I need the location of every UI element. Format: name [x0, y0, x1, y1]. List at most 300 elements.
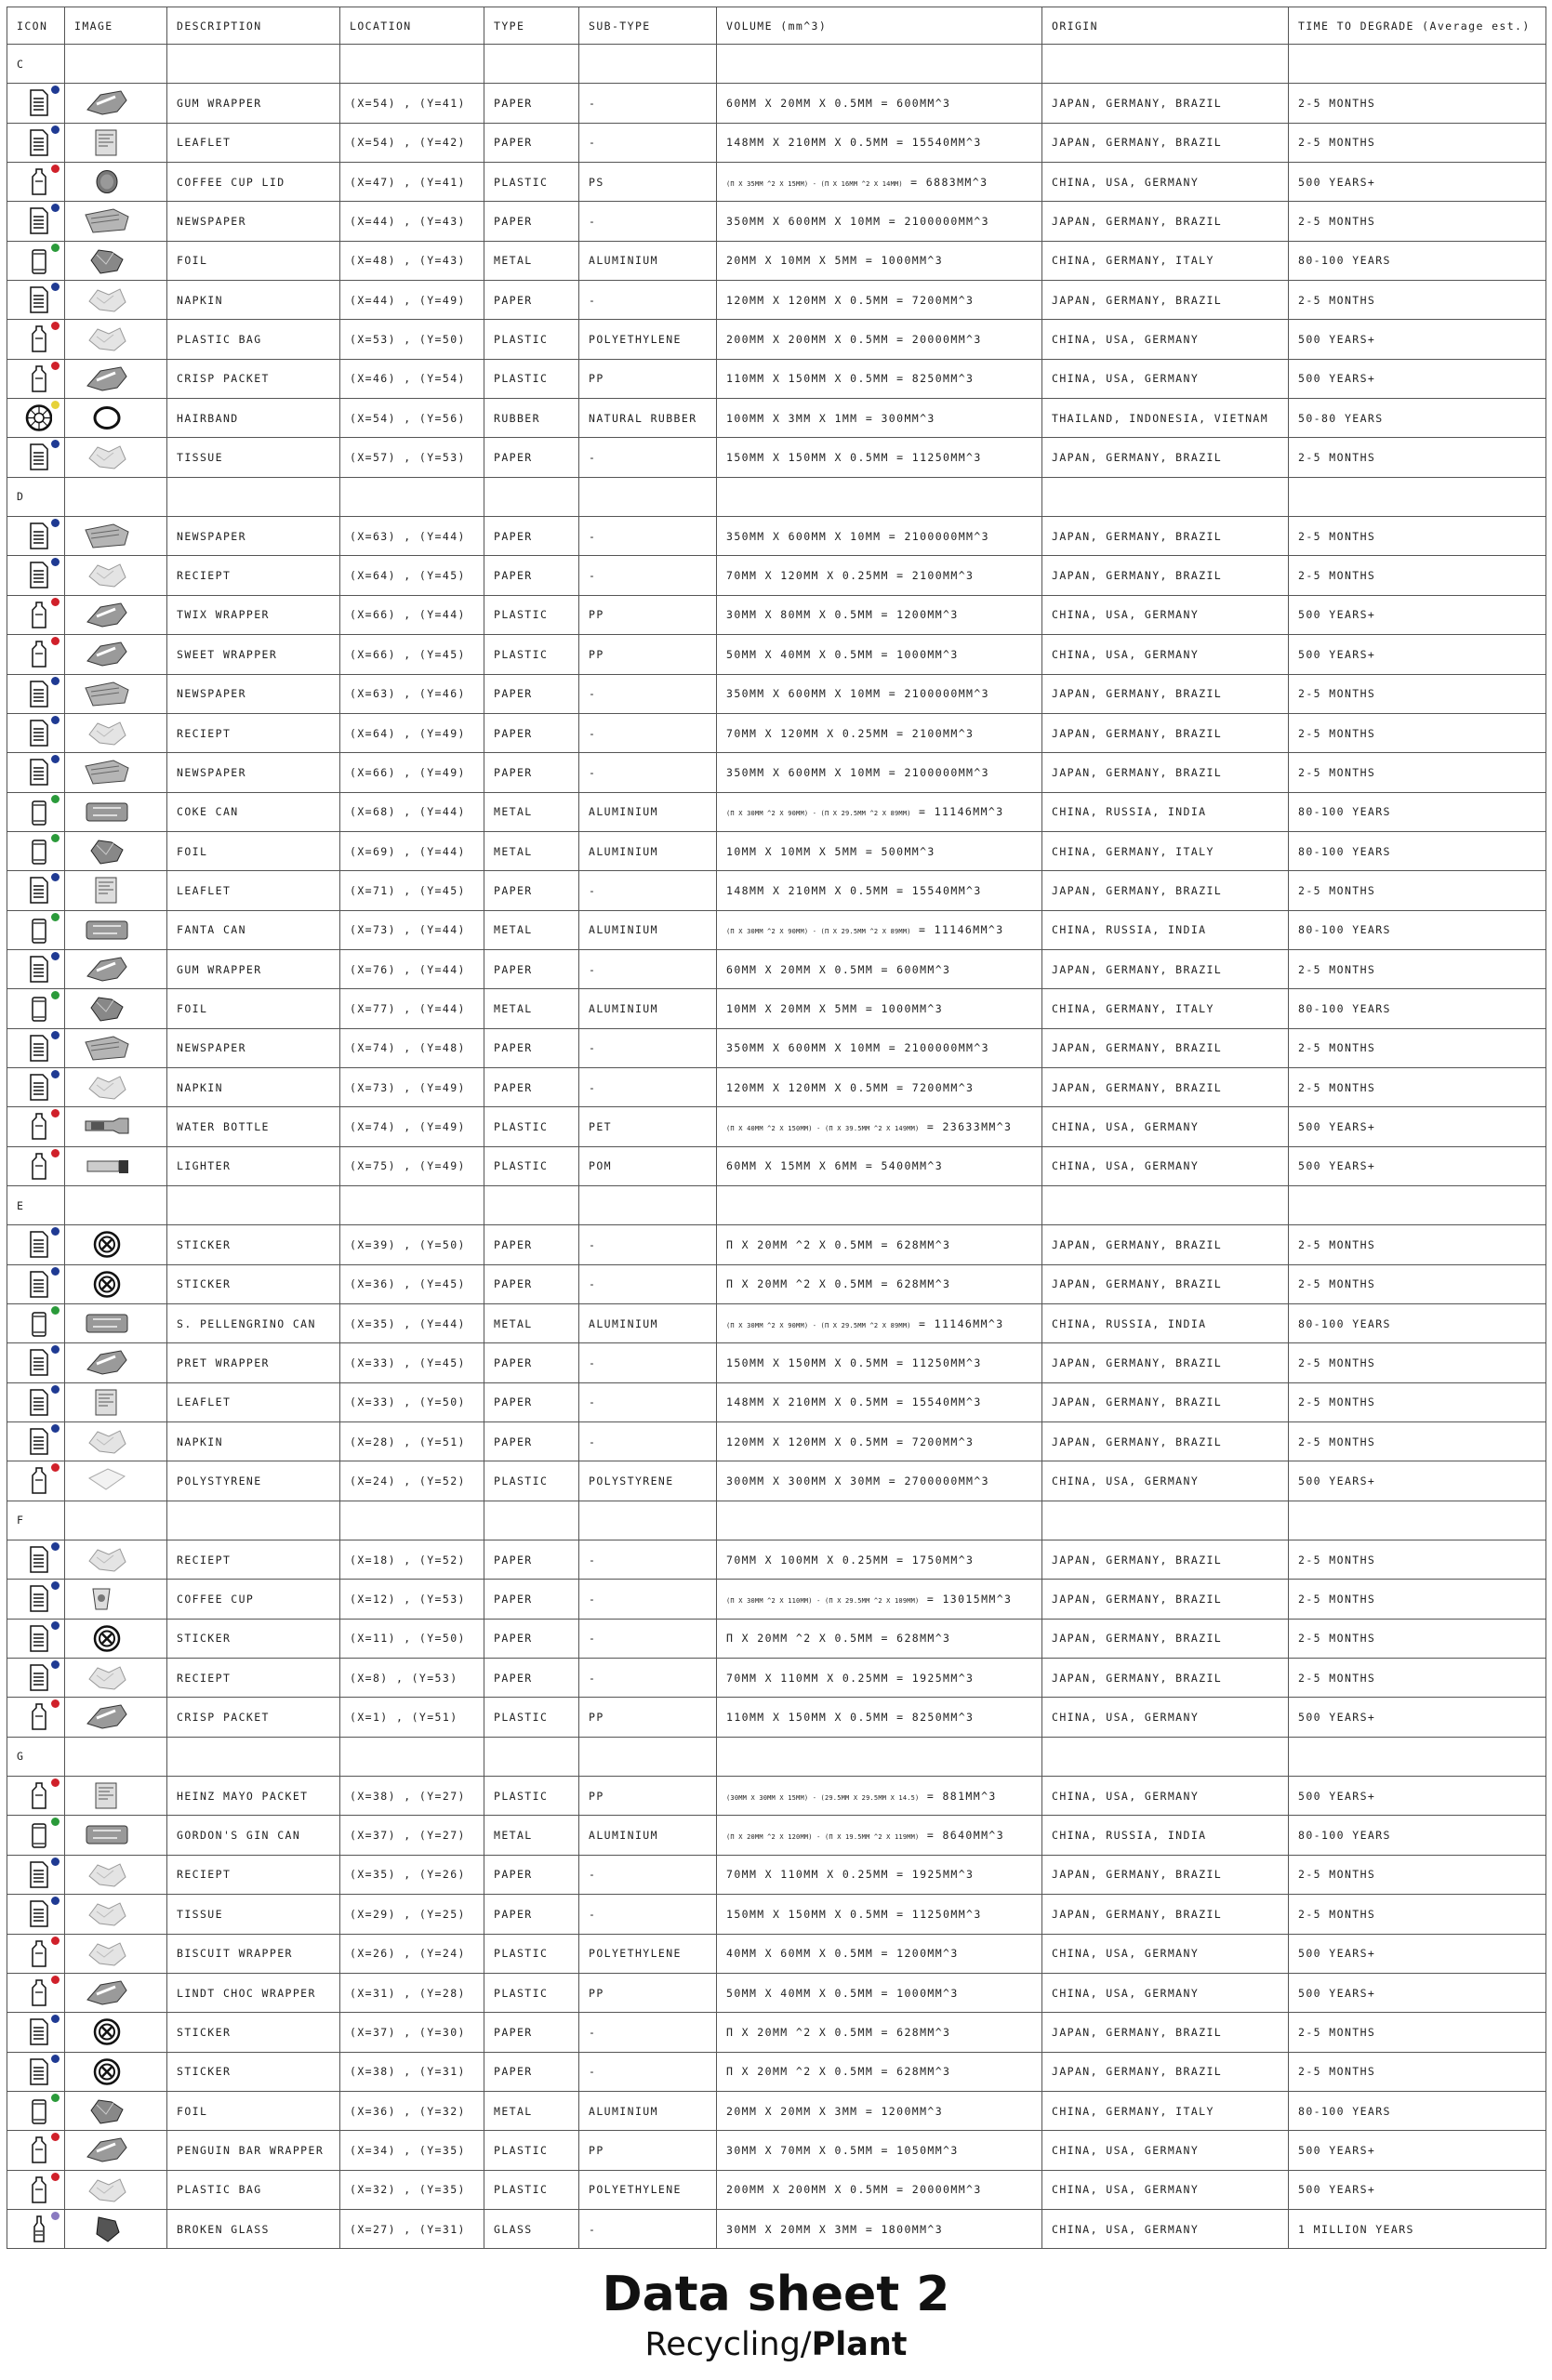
- description-cell: HEINZ MAYO PACKET: [167, 1777, 340, 1816]
- sub-type-cell: -: [579, 2209, 717, 2248]
- sub-type-cell: POLYSTYRENE: [579, 1461, 717, 1501]
- degrade-cell: 2-5 MONTHS: [1289, 753, 1546, 792]
- description-cell: RECIEPT: [167, 713, 340, 752]
- icon-cell: [7, 1855, 65, 1894]
- header-description: DESCRIPTION: [167, 7, 340, 45]
- item-image: [65, 1382, 167, 1421]
- sub-type-cell: PP: [579, 1698, 717, 1737]
- sub-type-cell: ALUMINIUM: [579, 831, 717, 870]
- sub-type-cell: -: [579, 1382, 717, 1421]
- degrade-cell: 80-100 YEARS: [1289, 1816, 1546, 1855]
- origin-cell: CHINA, USA, GERMANY: [1042, 359, 1289, 398]
- item-image: [65, 1461, 167, 1501]
- volume-cell: [717, 2209, 1042, 2248]
- sub-type-cell: -: [579, 1028, 717, 1067]
- description-cell: PENGUIN BAR WRAPPER: [167, 2131, 340, 2170]
- description-cell: STICKER: [167, 2052, 340, 2091]
- table-row: [7, 1343, 1546, 1382]
- description-cell: TISSUE: [167, 1895, 340, 1934]
- location-cell: (X=34) , (Y=35): [340, 2131, 484, 2170]
- section-row: [7, 477, 1546, 516]
- volume-value: 350MM X 600MM X 10MM = 2100000MM^3: [726, 765, 990, 779]
- sub-type-cell: -: [579, 556, 717, 595]
- degrade-cell: 2-5 MONTHS: [1289, 674, 1546, 713]
- material-dot: [51, 1306, 60, 1315]
- degrade-cell: 500 YEARS+: [1289, 359, 1546, 398]
- type-cell: PAPER: [484, 438, 579, 477]
- type-cell: PAPER: [484, 949, 579, 988]
- item-image: [65, 1895, 167, 1934]
- degrade-cell: 2-5 MONTHS: [1289, 556, 1546, 595]
- item-image: [65, 1107, 167, 1146]
- sub-type-cell: -: [579, 281, 717, 320]
- origin-cell: CHINA, USA, GERMANY: [1042, 320, 1289, 359]
- sub-type-cell: -: [579, 202, 717, 241]
- degrade-cell: 80-100 YEARS: [1289, 910, 1546, 949]
- type-cell: PLASTIC: [484, 163, 579, 202]
- icon-cell: [7, 241, 65, 280]
- type-cell: PAPER: [484, 1422, 579, 1461]
- item-image: [65, 871, 167, 910]
- sub-type-cell: ALUMINIUM: [579, 241, 717, 280]
- location-cell: (X=48) , (Y=43): [340, 241, 484, 280]
- header-type: TYPE: [484, 7, 579, 45]
- material-dot: [51, 677, 60, 685]
- volume-cell: [717, 831, 1042, 870]
- sub-type-cell: PS: [579, 163, 717, 202]
- location-cell: (X=64) , (Y=45): [340, 556, 484, 595]
- description-cell: STICKER: [167, 2013, 340, 2052]
- volume-calc: (Π X 35MM ^2 X 15MM) - (Π X 16MM ^2 X 14MM): [726, 179, 903, 188]
- table-row: [7, 1619, 1546, 1658]
- description-cell: COFFEE CUP: [167, 1580, 340, 1619]
- item-image: [65, 84, 167, 123]
- type-cell: PLASTIC: [484, 359, 579, 398]
- sub-type-cell: -: [579, 1659, 717, 1698]
- volume-cell: [717, 123, 1042, 162]
- volume-result: = 11146MM^3: [918, 805, 1004, 819]
- description-cell: NEWSPAPER: [167, 753, 340, 792]
- volume-cell: [717, 399, 1042, 438]
- type-cell: PLASTIC: [484, 2170, 579, 2209]
- material-dot: [51, 362, 60, 370]
- volume-value: 100MM X 3MM X 1MM = 300MM^3: [726, 411, 935, 425]
- volume-cell: [717, 949, 1042, 988]
- sub-type-cell: PP: [579, 595, 717, 634]
- item-image: [65, 1973, 167, 2012]
- material-dot: [51, 126, 60, 134]
- sub-type-cell: POLYETHYLENE: [579, 1934, 717, 1973]
- origin-cell: CHINA, USA, GERMANY: [1042, 2209, 1289, 2248]
- section-label: E: [7, 1185, 65, 1224]
- degrade-cell: 500 YEARS+: [1289, 1777, 1546, 1816]
- volume-value: 60MM X 20MM X 0.5MM = 600MM^3: [726, 962, 951, 976]
- sub-type-cell: POLYETHYLENE: [579, 2170, 717, 2209]
- volume-value: 148MM X 210MM X 0.5MM = 15540MM^3: [726, 136, 982, 150]
- origin-cell: JAPAN, GERMANY, BRAZIL: [1042, 1422, 1289, 1461]
- location-cell: (X=57) , (Y=53): [340, 438, 484, 477]
- volume-value: 70MM X 100MM X 0.25MM = 1750MM^3: [726, 1553, 975, 1567]
- description-cell: GORDON'S GIN CAN: [167, 1816, 340, 1855]
- location-cell: (X=46) , (Y=54): [340, 359, 484, 398]
- type-cell: METAL: [484, 910, 579, 949]
- table-row: [7, 871, 1546, 910]
- item-image: [65, 753, 167, 792]
- volume-value: 30MM X 20MM X 3MM = 1800MM^3: [726, 2222, 944, 2236]
- volume-value: 20MM X 20MM X 3MM = 1200MM^3: [726, 2104, 944, 2118]
- table-row: [7, 1540, 1546, 1580]
- type-cell: PLASTIC: [484, 1698, 579, 1737]
- table-row: [7, 1264, 1546, 1303]
- volume-cell: [717, 438, 1042, 477]
- material-dot: [51, 1345, 60, 1354]
- volume-cell: [717, 1895, 1042, 1934]
- description-cell: TWIX WRAPPER: [167, 595, 340, 634]
- sub-type-cell: -: [579, 123, 717, 162]
- icon-cell: [7, 1540, 65, 1580]
- icon-cell: [7, 438, 65, 477]
- volume-value: 70MM X 110MM X 0.25MM = 1925MM^3: [726, 1868, 975, 1882]
- location-cell: (X=8) , (Y=53): [340, 1659, 484, 1698]
- type-cell: METAL: [484, 989, 579, 1028]
- icon-cell: [7, 1777, 65, 1816]
- item-image: [65, 1028, 167, 1067]
- origin-cell: JAPAN, GERMANY, BRAZIL: [1042, 123, 1289, 162]
- degrade-cell: 500 YEARS+: [1289, 1698, 1546, 1737]
- item-image: [65, 2013, 167, 2052]
- item-image: [65, 949, 167, 988]
- description-cell: WATER BOTTLE: [167, 1107, 340, 1146]
- location-cell: (X=77) , (Y=44): [340, 989, 484, 1028]
- volume-cell: [717, 1619, 1042, 1658]
- location-cell: (X=12) , (Y=53): [340, 1580, 484, 1619]
- table-row: [7, 359, 1546, 398]
- material-dot: [51, 637, 60, 645]
- item-image: [65, 202, 167, 241]
- origin-cell: CHINA, GERMANY, ITALY: [1042, 831, 1289, 870]
- sub-type-cell: PP: [579, 1973, 717, 2012]
- icon-cell: [7, 84, 65, 123]
- degrade-cell: 2-5 MONTHS: [1289, 1895, 1546, 1934]
- subtitle-part-b: Plant: [811, 2326, 908, 2363]
- material-dot: [51, 1031, 60, 1039]
- volume-value: 20MM X 10MM X 5MM = 1000MM^3: [726, 254, 944, 268]
- sub-type-cell: ALUMINIUM: [579, 2091, 717, 2130]
- item-image: [65, 163, 167, 202]
- degrade-cell: 2-5 MONTHS: [1289, 1343, 1546, 1382]
- degrade-cell: 80-100 YEARS: [1289, 1304, 1546, 1343]
- table-row: [7, 989, 1546, 1028]
- location-cell: (X=33) , (Y=45): [340, 1343, 484, 1382]
- description-cell: RECIEPT: [167, 556, 340, 595]
- item-image: [65, 1816, 167, 1855]
- icon-cell: [7, 2052, 65, 2091]
- origin-cell: CHINA, USA, GERMANY: [1042, 1461, 1289, 1501]
- description-cell: LIGHTER: [167, 1146, 340, 1185]
- icon-cell: [7, 949, 65, 988]
- volume-cell: [717, 2131, 1042, 2170]
- origin-cell: JAPAN, GERMANY, BRAZIL: [1042, 949, 1289, 988]
- table-row: [7, 1895, 1546, 1934]
- table-row: [7, 753, 1546, 792]
- material-dot: [51, 1858, 60, 1866]
- volume-value: 60MM X 15MM X 6MM = 5400MM^3: [726, 1159, 944, 1173]
- location-cell: (X=33) , (Y=50): [340, 1382, 484, 1421]
- table-row: [7, 163, 1546, 202]
- description-cell: LINDT CHOC WRAPPER: [167, 1973, 340, 2012]
- volume-cell: [717, 517, 1042, 556]
- header-sub-type: SUB-TYPE: [579, 7, 717, 45]
- degrade-cell: 1 MILLION YEARS: [1289, 2209, 1546, 2248]
- origin-cell: CHINA, USA, GERMANY: [1042, 1777, 1289, 1816]
- section-row: [7, 45, 1546, 84]
- icon-cell: [7, 595, 65, 634]
- origin-cell: JAPAN, GERMANY, BRAZIL: [1042, 517, 1289, 556]
- description-cell: POLYSTYRENE: [167, 1461, 340, 1501]
- volume-cell: [717, 674, 1042, 713]
- origin-cell: JAPAN, GERMANY, BRAZIL: [1042, 202, 1289, 241]
- sub-type-cell: -: [579, 1225, 717, 1264]
- item-image: [65, 241, 167, 280]
- description-cell: LEAFLET: [167, 1382, 340, 1421]
- volume-calc: (30MM X 30MM X 15MM) - (29.5MM X 29.5MM X 14.5): [726, 1793, 920, 1802]
- type-cell: PAPER: [484, 2013, 579, 2052]
- degrade-cell: 500 YEARS+: [1289, 1934, 1546, 1973]
- table-row: [7, 1934, 1546, 1973]
- volume-value: 60MM X 20MM X 0.5MM = 600MM^3: [726, 97, 951, 111]
- material-dot: [51, 1070, 60, 1078]
- volume-cell: [717, 753, 1042, 792]
- location-cell: (X=75) , (Y=49): [340, 1146, 484, 1185]
- table-row: [7, 1816, 1546, 1855]
- volume-cell: [717, 1146, 1042, 1185]
- type-cell: PAPER: [484, 517, 579, 556]
- volume-value: 150MM X 150MM X 0.5MM = 11250MM^3: [726, 1907, 982, 1921]
- material-dot: [51, 1385, 60, 1394]
- icon-cell: [7, 2209, 65, 2248]
- origin-cell: JAPAN, GERMANY, BRAZIL: [1042, 1028, 1289, 1067]
- sub-type-cell: PP: [579, 1777, 717, 1816]
- origin-cell: CHINA, USA, GERMANY: [1042, 1934, 1289, 1973]
- origin-cell: JAPAN, GERMANY, BRAZIL: [1042, 1225, 1289, 1264]
- table-row: [7, 1659, 1546, 1698]
- material-dot: [51, 519, 60, 527]
- material-dot: [51, 86, 60, 94]
- icon-cell: [7, 202, 65, 241]
- table-row: [7, 1973, 1546, 2012]
- description-cell: BROKEN GLASS: [167, 2209, 340, 2248]
- location-cell: (X=44) , (Y=43): [340, 202, 484, 241]
- table-row: [7, 2209, 1546, 2248]
- description-cell: STICKER: [167, 1225, 340, 1264]
- description-cell: HAIRBAND: [167, 399, 340, 438]
- volume-result: = 8640MM^3: [926, 1829, 1005, 1843]
- degrade-cell: 80-100 YEARS: [1289, 989, 1546, 1028]
- type-cell: PAPER: [484, 1580, 579, 1619]
- degrade-cell: 2-5 MONTHS: [1289, 1659, 1546, 1698]
- icon-cell: [7, 1225, 65, 1264]
- description-cell: RECIEPT: [167, 1540, 340, 1580]
- description-cell: STICKER: [167, 1264, 340, 1303]
- item-image: [65, 595, 167, 634]
- icon-cell: [7, 2091, 65, 2130]
- type-cell: PLASTIC: [484, 635, 579, 674]
- location-cell: (X=38) , (Y=27): [340, 1777, 484, 1816]
- icon-cell: [7, 1659, 65, 1698]
- material-dot: [51, 1897, 60, 1905]
- degrade-cell: 500 YEARS+: [1289, 2131, 1546, 2170]
- degrade-cell: 2-5 MONTHS: [1289, 949, 1546, 988]
- description-cell: TISSUE: [167, 438, 340, 477]
- type-cell: PLASTIC: [484, 1777, 579, 1816]
- type-cell: PLASTIC: [484, 595, 579, 634]
- item-image: [65, 910, 167, 949]
- item-image: [65, 1304, 167, 1343]
- type-cell: PLASTIC: [484, 1146, 579, 1185]
- sub-type-cell: -: [579, 84, 717, 123]
- description-cell: FOIL: [167, 2091, 340, 2130]
- sheet-title: Data sheet 2: [602, 2267, 950, 2322]
- degrade-cell: 2-5 MONTHS: [1289, 517, 1546, 556]
- degrade-cell: 2-5 MONTHS: [1289, 1028, 1546, 1067]
- type-cell: PAPER: [484, 556, 579, 595]
- location-cell: (X=66) , (Y=44): [340, 595, 484, 634]
- item-image: [65, 713, 167, 752]
- volume-cell: [717, 556, 1042, 595]
- origin-cell: JAPAN, GERMANY, BRAZIL: [1042, 1659, 1289, 1698]
- icon-cell: [7, 1816, 65, 1855]
- degrade-cell: 500 YEARS+: [1289, 635, 1546, 674]
- type-cell: GLASS: [484, 2209, 579, 2248]
- icon-cell: [7, 1304, 65, 1343]
- origin-cell: CHINA, RUSSIA, INDIA: [1042, 910, 1289, 949]
- volume-cell: [717, 1225, 1042, 1264]
- header-origin: ORIGIN: [1042, 7, 1289, 45]
- degrade-cell: 2-5 MONTHS: [1289, 84, 1546, 123]
- location-cell: (X=63) , (Y=44): [340, 517, 484, 556]
- origin-cell: JAPAN, GERMANY, BRAZIL: [1042, 1895, 1289, 1934]
- volume-value: Π X 20MM ^2 X 0.5MM = 628MM^3: [726, 2065, 951, 2079]
- location-cell: (X=37) , (Y=30): [340, 2013, 484, 2052]
- table-row: [7, 713, 1546, 752]
- location-cell: (X=35) , (Y=44): [340, 1304, 484, 1343]
- table-row: [7, 2131, 1546, 2170]
- volume-value: 350MM X 600MM X 10MM = 2100000MM^3: [726, 215, 990, 229]
- icon-cell: [7, 2131, 65, 2170]
- origin-cell: CHINA, GERMANY, ITALY: [1042, 989, 1289, 1028]
- icon-cell: [7, 753, 65, 792]
- location-cell: (X=71) , (Y=45): [340, 871, 484, 910]
- volume-cell: [717, 635, 1042, 674]
- volume-value: 350MM X 600MM X 10MM = 2100000MM^3: [726, 687, 990, 701]
- icon-cell: [7, 556, 65, 595]
- item-image: [65, 281, 167, 320]
- volume-value: 350MM X 600MM X 10MM = 2100000MM^3: [726, 529, 990, 543]
- icon-cell: [7, 674, 65, 713]
- location-cell: (X=18) , (Y=52): [340, 1540, 484, 1580]
- description-cell: GUM WRAPPER: [167, 949, 340, 988]
- icon-cell: [7, 359, 65, 398]
- icon-cell: [7, 123, 65, 162]
- degrade-cell: 2-5 MONTHS: [1289, 713, 1546, 752]
- location-cell: (X=63) , (Y=46): [340, 674, 484, 713]
- icon-cell: [7, 1422, 65, 1461]
- sub-type-cell: -: [579, 949, 717, 988]
- origin-cell: JAPAN, GERMANY, BRAZIL: [1042, 871, 1289, 910]
- origin-cell: JAPAN, GERMANY, BRAZIL: [1042, 1619, 1289, 1658]
- volume-cell: [717, 1461, 1042, 1501]
- degrade-cell: 80-100 YEARS: [1289, 2091, 1546, 2130]
- origin-cell: JAPAN, GERMANY, BRAZIL: [1042, 1540, 1289, 1580]
- sub-type-cell: -: [579, 871, 717, 910]
- volume-cell: [717, 163, 1042, 202]
- sub-type-cell: PET: [579, 1107, 717, 1146]
- location-cell: (X=68) , (Y=44): [340, 792, 484, 831]
- location-cell: (X=28) , (Y=51): [340, 1422, 484, 1461]
- volume-calc: (Π X 30MM ^2 X 90MM) - (Π X 29.5MM ^2 X 89MM): [726, 1321, 911, 1329]
- location-cell: (X=32) , (Y=35): [340, 2170, 484, 2209]
- item-image: [65, 2209, 167, 2248]
- type-cell: PLASTIC: [484, 320, 579, 359]
- location-cell: (X=74) , (Y=48): [340, 1028, 484, 1067]
- origin-cell: JAPAN, GERMANY, BRAZIL: [1042, 713, 1289, 752]
- sub-type-cell: -: [579, 1895, 717, 1934]
- material-dot: [51, 1976, 60, 1984]
- origin-cell: JAPAN, GERMANY, BRAZIL: [1042, 2013, 1289, 2052]
- item-image: [65, 1659, 167, 1698]
- type-cell: METAL: [484, 2091, 579, 2130]
- volume-cell: [717, 713, 1042, 752]
- location-cell: (X=54) , (Y=41): [340, 84, 484, 123]
- volume-cell: [717, 792, 1042, 831]
- icon-cell: [7, 2170, 65, 2209]
- origin-cell: JAPAN, GERMANY, BRAZIL: [1042, 2052, 1289, 2091]
- origin-cell: JAPAN, GERMANY, BRAZIL: [1042, 84, 1289, 123]
- volume-value: 10MM X 20MM X 5MM = 1000MM^3: [726, 1001, 944, 1015]
- type-cell: PAPER: [484, 123, 579, 162]
- type-cell: PLASTIC: [484, 1107, 579, 1146]
- material-dot: [51, 2212, 60, 2220]
- volume-value: 148MM X 210MM X 0.5MM = 15540MM^3: [726, 883, 982, 897]
- section-row: [7, 1737, 1546, 1776]
- description-cell: NAPKIN: [167, 281, 340, 320]
- origin-cell: CHINA, RUSSIA, INDIA: [1042, 792, 1289, 831]
- material-dot: [51, 1660, 60, 1669]
- table-row: [7, 1028, 1546, 1067]
- material-dot: [51, 1542, 60, 1551]
- location-cell: (X=31) , (Y=28): [340, 1973, 484, 2012]
- type-cell: PAPER: [484, 871, 579, 910]
- sub-type-cell: POLYETHYLENE: [579, 320, 717, 359]
- location-cell: (X=66) , (Y=49): [340, 753, 484, 792]
- sub-type-cell: -: [579, 1067, 717, 1106]
- origin-cell: CHINA, USA, GERMANY: [1042, 1107, 1289, 1146]
- degrade-cell: 80-100 YEARS: [1289, 831, 1546, 870]
- sub-type-cell: -: [579, 1855, 717, 1894]
- icon-cell: [7, 1934, 65, 1973]
- material-dot: [51, 2055, 60, 2063]
- type-cell: PAPER: [484, 1659, 579, 1698]
- material-dot: [51, 598, 60, 606]
- icon-cell: [7, 1619, 65, 1658]
- item-image: [65, 1225, 167, 1264]
- type-cell: METAL: [484, 1816, 579, 1855]
- sub-type-cell: -: [579, 2052, 717, 2091]
- type-cell: PAPER: [484, 1067, 579, 1106]
- location-cell: (X=54) , (Y=56): [340, 399, 484, 438]
- location-cell: (X=53) , (Y=50): [340, 320, 484, 359]
- volume-value: 110MM X 150MM X 0.5MM = 8250MM^3: [726, 372, 975, 386]
